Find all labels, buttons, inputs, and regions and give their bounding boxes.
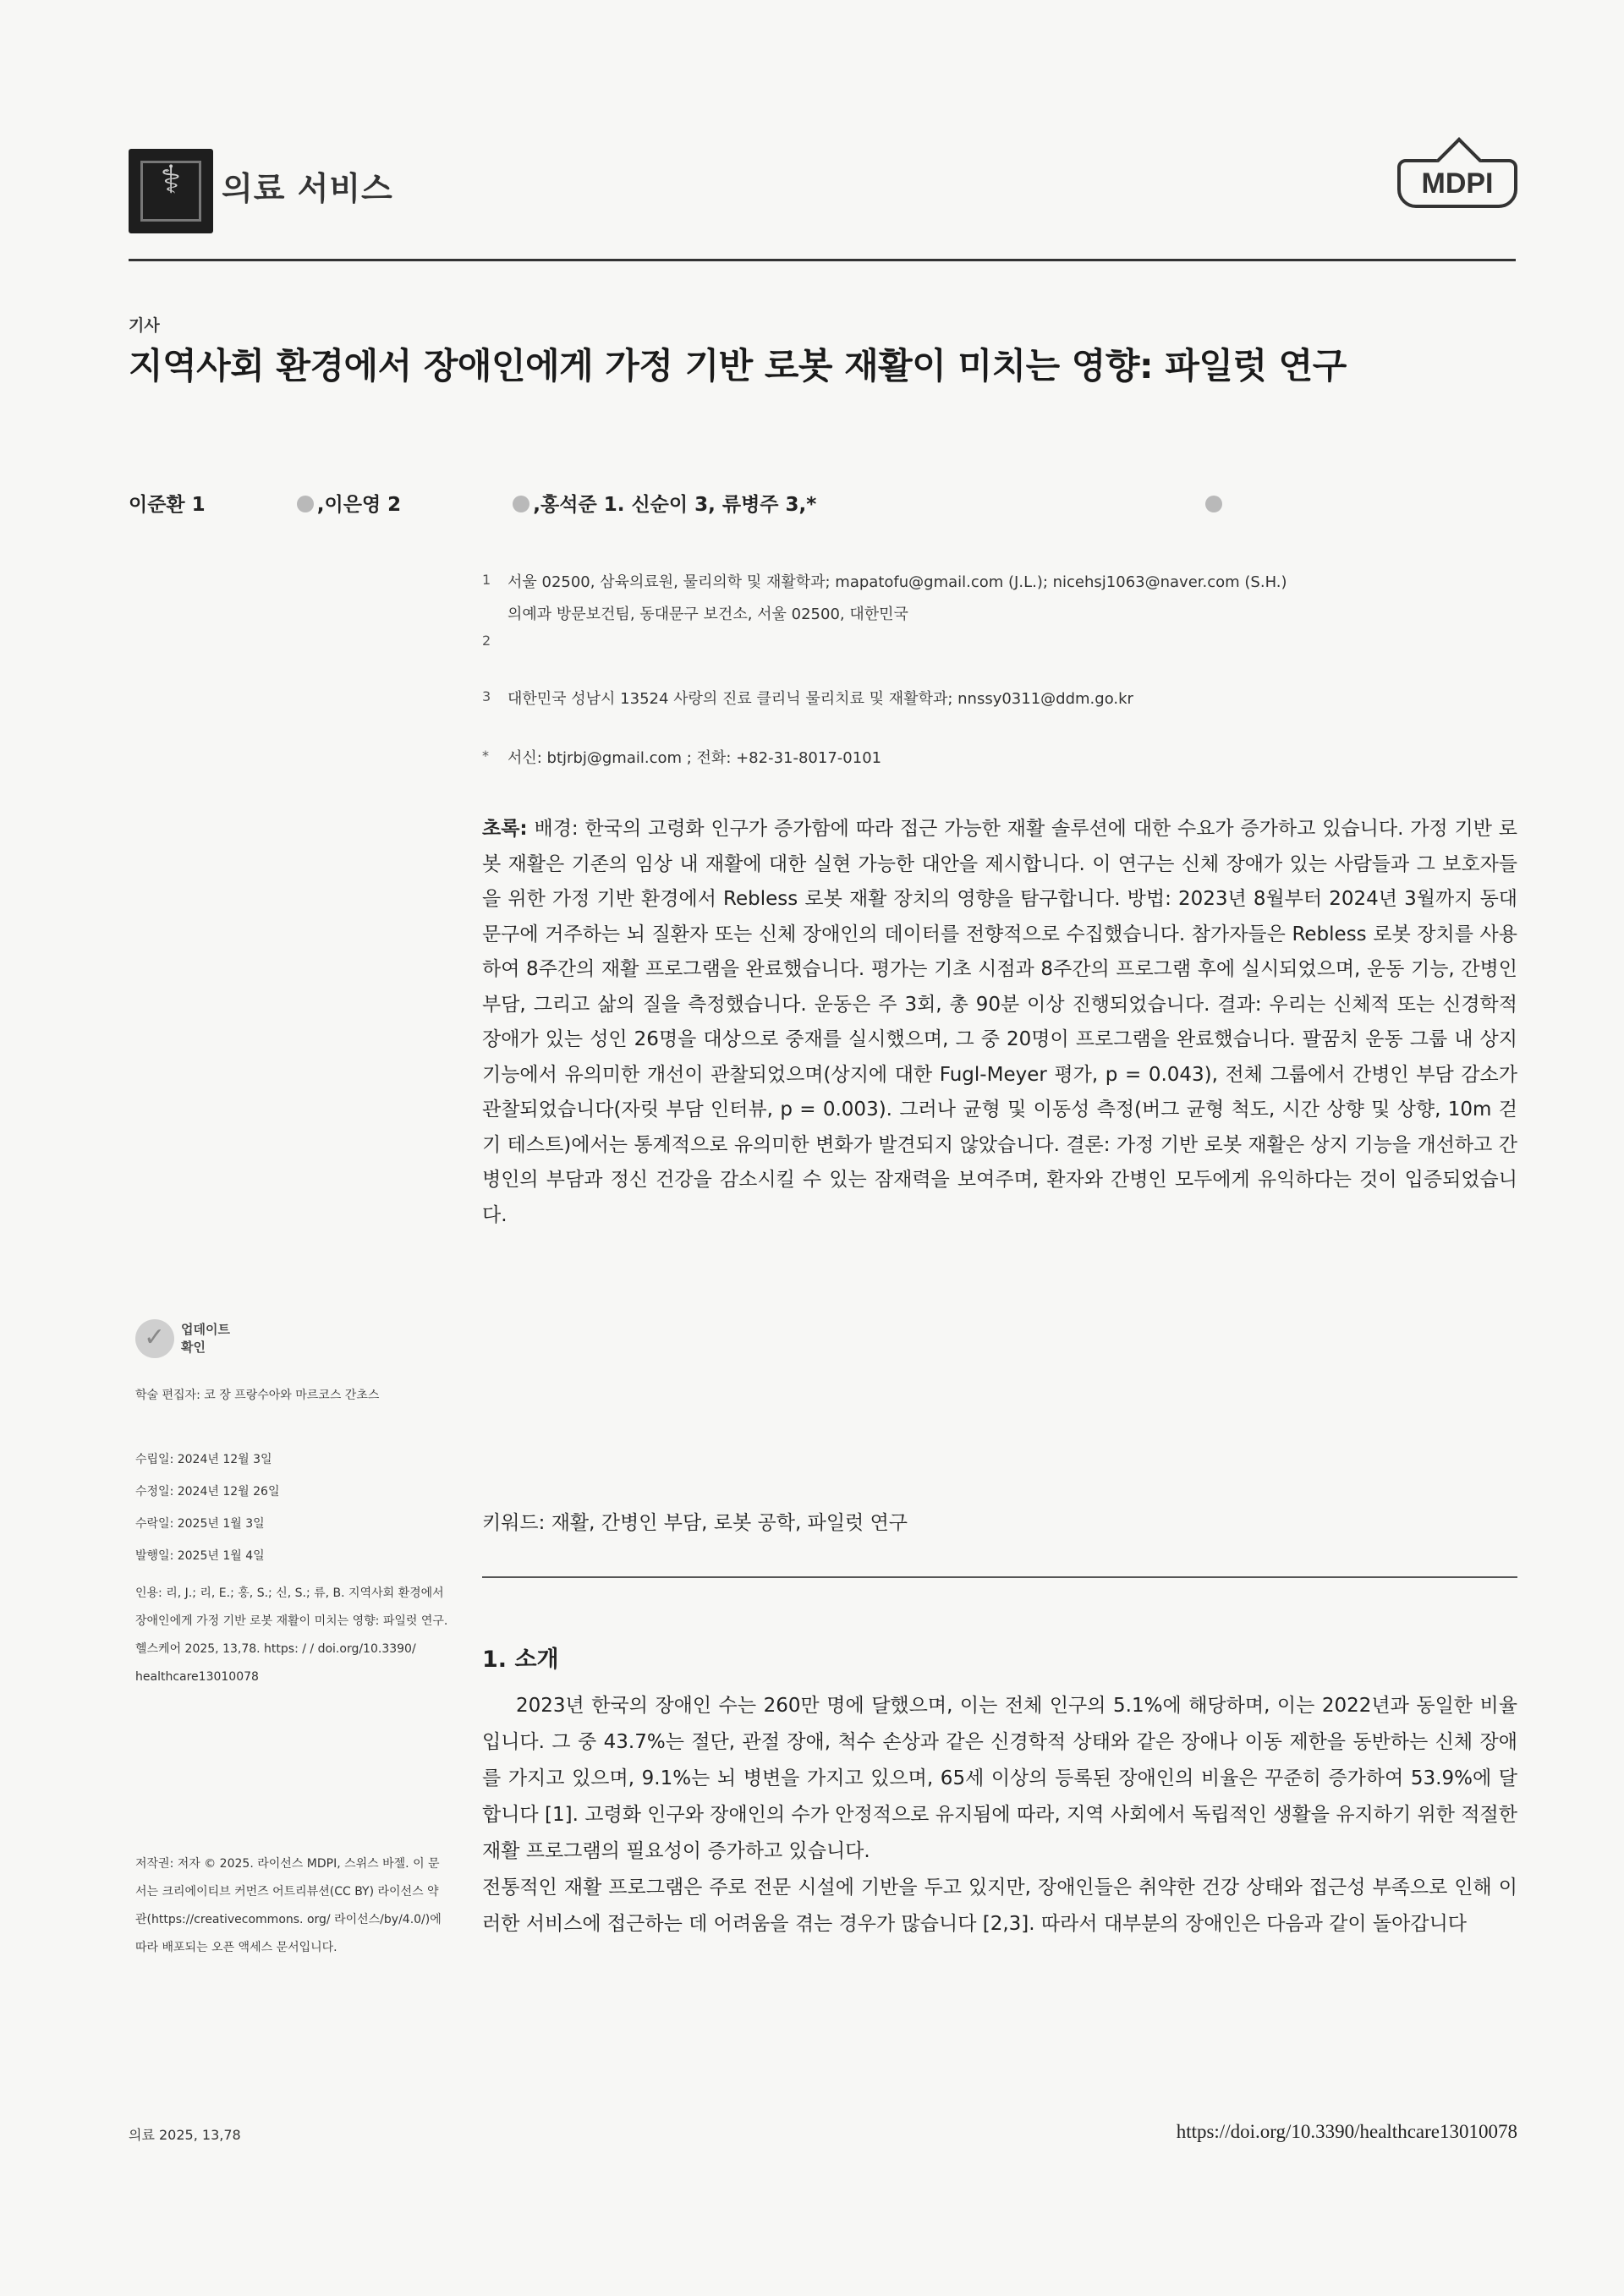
paragraph: 2023년 한국의 장애인 수는 260만 명에 달했으며, 이는 전체 인구의 5.1%에 해당하며, 이는 2022년과 동일한 비율입니다. 그 중 43.7%는 절단, 관절 장애, 척수 손상과 같은 신경학적 상태와 같은 장애나 이동 제한을 동반하는 신체 장애를 가지고 있으며, 9.1%는 뇌 병변을 가지고 있으며, 65세 이상의 등록된 장애인의 비율은 꾸준히 증가하여 53.9%에 달합니다 [1]. 고령화 인구와 장애인의 수가 안정적으로 유지됨에 따라, 지역 사회에서 독립적인 생활을 유지하기 위한 적절한 재활 프로그램의 필요성이 증가하고 있습니다. — [482, 1695, 1517, 1862]
affiliation-number: 3 — [482, 688, 491, 704]
correspondence: 서신: btjrbj@gmail.com ; 전화: +82-31-8017-0101 — [508, 749, 882, 767]
publication-dates — [135, 1448, 448, 1568]
date-accepted: 수락일: 2025년 1월 3일 — [135, 1517, 265, 1531]
affiliation-text: 대한민국 성남시 13524 사랑의 진료 클리닉 물리치료 및 재활학과; nnssy0311@ddm.go.kr — [508, 690, 1133, 708]
check-update-icon[interactable] — [135, 1319, 174, 1358]
abstract — [482, 812, 1517, 1233]
article-title: 지역사회 환경에서 장애인에게 가정 기반 로봇 재활이 미치는 영향: 파일럿 연구 — [129, 345, 1347, 386]
academic-editor: 학술 편집자: 코 장 프랑수아와 마르코스 간초스 — [135, 1389, 380, 1402]
orcid-icon[interactable] — [297, 496, 314, 512]
affiliation-number: 2 — [482, 633, 491, 649]
footer-doi-link[interactable]: https://doi.org/10.3390/healthcare13010078 — [1176, 2121, 1517, 2142]
check-update-label-line: 업데이트 — [181, 1322, 230, 1337]
affiliation-text: 서울 02500, 삼육의료원, 물리의학 및 재활학과; mapatofu@gmail.com (J.L.); nicehsj1063@naver.com (S.H.) — [508, 573, 1287, 591]
abstract-label: 초록: — [482, 818, 528, 840]
keywords — [482, 1507, 908, 1535]
orcid-icon[interactable] — [513, 496, 529, 512]
date-revised: 수정일: 2024년 12월 26일 — [135, 1485, 280, 1499]
keywords-text: 재활, 간병인 부담, 로봇 공학, 파일럿 연구 — [545, 1512, 908, 1534]
affiliation-text: 의예과 방문보건팀, 동대문구 보건소, 서울 02500, 대한민국 — [508, 606, 908, 623]
affiliation-number: * — [482, 748, 489, 764]
check-update-label[interactable] — [181, 1321, 249, 1356]
author-group-2: ,이은영 2 — [316, 494, 510, 516]
author-list — [129, 489, 1226, 517]
footer-journal-citation: 의료 2025, 13,78 — [129, 2127, 241, 2143]
citation: 인용: 리, J.; 리, E.; 홍, S.; 신, S.; 류, B. 지역사회 환경에서 장애인에게 가정 기반 로봇 재활이 미치는 영향: 파일럿 연구. 헬스케어 2025, 13,78. https: / / doi.org/10.3390/ healthcare13010078 — [135, 1586, 448, 1684]
article-type: 기사 — [129, 316, 160, 335]
date-received: 수립일: 2024년 12월 3일 — [135, 1453, 272, 1466]
section-divider — [482, 1576, 1517, 1578]
copyright-notice: 저작권: 저자 © 2025. 라이선스 MDPI, 스위스 바젤. 이 문서는 크리에이티브 커먼즈 어트리뷰션(CC BY) 라이선스 약관(https://creativecommons. org/ 라이선스/by/4.0/)에 따라 배포되는 오픈 액세스 문서입니다. — [135, 1857, 442, 1954]
date-published: 발행일: 2025년 1월 4일 — [135, 1549, 265, 1563]
journal-logo — [129, 149, 213, 233]
publisher-logo[interactable] — [1397, 159, 1517, 208]
journal-name: 의료 서비스 — [222, 170, 393, 207]
abstract-text: 배경: 한국의 고령화 인구가 증가함에 따라 접근 가능한 재활 솔루션에 대한 수요가 증가하고 있습니다. 가정 기반 로봇 재활은 기존의 임상 내 재활에 대한 실현 가능한 대안을 제시합니다. 이 연구는 신체 장애가 있는 사람들과 그 보호자들을 위한 가정 기반 환경에서 Rebless 로봇 재활 장치의 영향을 탐구합니다. 방법: 2023년 8월부터 2024년 3월까지 동대문구에 거주하는 뇌 질환자 또는 신체 장애인의 데이터를 전향적으로 수집했습니다. 참가자들은 Rebless 로봇 장치를 사용하여 8주간의 재활 프로그램을 완료했습니다. 평가는 기초 시점과 8주간의 프로그램 후에 실시되었으며, 운동 기능, 간병인 부담, 그리고 삶의 질을 측정했습니다. 운동은 주 3회, 총 90분 이상 진행되었습니다. 결과: 우리는 신체적 또는 신경학적 장애가 있는 성인 26명을 대상으로 중재를 실시했으며, 그 중 20명이 프로그램을 완료했습니다. 팔꿈치 운동 그룹 내 상지 기능에서 유의미한 개선이 관찰되었으며(상지에 대한 Fugl-Meyer 평가, p = 0.043), 전체 그룹에서 간병인 부담 감소가 관찰되었습니다(자릿 부담 인터뷰, p = 0.003). 그러나 균형 및 이동성 측정(버그 균형 척도, 시간 상향 및 상향, 10m 걷기 테스트)에서는 통계적으로 유의미한 변화가 발견되지 않았습니다. 결론: 가정 기반 로봇 재활은 상지 기능을 개선하고 간병인의 부담과 정신 건강을 감소시킬 수 있는 잠재력을 보여주며, 환자와 간병인 모두에게 유익하다는 것이 입증되었습니다. — [482, 818, 1517, 1226]
section-heading: 1. 소개 — [482, 1647, 559, 1673]
keywords-label: 키워드: — [482, 1512, 546, 1534]
header-divider — [129, 259, 1516, 261]
publisher-name: MDPI — [1421, 167, 1494, 200]
author-group-3: ,홍석준 1. 신순이 3, 류병주 3,* — [533, 494, 817, 516]
orcid-icon[interactable] — [1205, 496, 1222, 512]
section-body — [482, 1688, 1517, 1943]
affiliation-number: 1 — [482, 572, 491, 588]
check-update-label-line: 확인 — [181, 1340, 206, 1355]
paragraph: 전통적인 재활 프로그램은 주로 전문 시설에 기반을 두고 있지만, 장애인들은 취약한 건강 상태와 접근성 부족으로 인해 이러한 서비스에 접근하는 데 어려움을 겪는 경우가 많습니다 [2,3]. 따라서 대부분의 장애인은 다음과 같이 돌아갑니다 — [482, 1877, 1517, 1935]
caduceus-icon: ⚕ — [160, 156, 182, 202]
author-group-1: 이준환 1 — [129, 494, 294, 516]
